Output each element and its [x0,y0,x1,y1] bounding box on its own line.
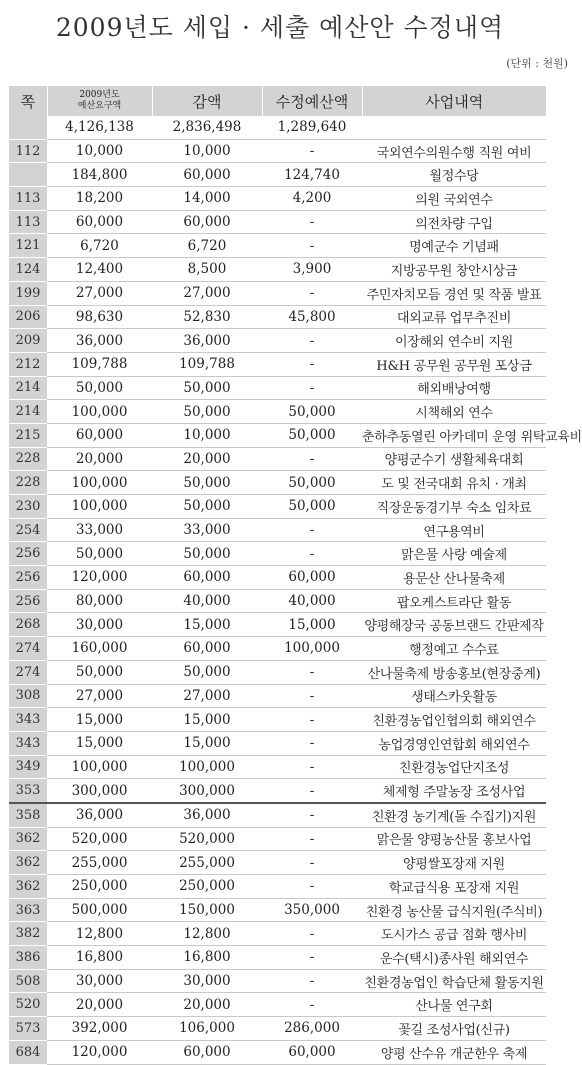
cell-requested: 30,000 [47,613,152,637]
table-row [9,542,546,566]
cell-reduction: 50,000 [152,400,262,424]
cell-revised: - [262,352,362,376]
cell-description: 시책해외 연수 [362,400,546,424]
cell-revised: - [262,922,362,946]
cell-revised: 60,000 [262,1040,362,1064]
cell-page: 209 [9,329,47,353]
cell-revised: 1,289,640 [262,116,362,139]
table-row [9,851,546,875]
cell-reduction: 60,000 [152,566,262,590]
cell-page: 256 [9,589,47,613]
cell-revised: 124,740 [262,163,362,187]
header-description: 사업내역 [362,86,546,116]
table-row [9,898,546,922]
unit-label: (단위 : 천원) [506,57,568,70]
cell-page: 684 [9,1040,47,1064]
table-row [9,779,546,803]
cell-description: 이장해외 연수비 지원 [362,329,546,353]
cell-reduction: 12,800 [152,922,262,946]
cell-requested: 50,000 [47,542,152,566]
cell-description: 농업경영인연합회 해외연수 [362,731,546,755]
cell-page: 215 [9,423,47,447]
cell-description: 해외배낭여행 [362,376,546,400]
cell-reduction: 60,000 [152,163,262,187]
cell-reduction: 6,720 [152,234,262,258]
cell-page: 121 [9,234,47,258]
cell-revised: - [262,731,362,755]
cell-revised: - [262,803,362,827]
cell-page: 254 [9,518,47,542]
cell-requested: 50,000 [47,376,152,400]
table-row [9,922,546,946]
cell-requested: 15,000 [47,708,152,732]
cell-page: 520 [9,993,47,1017]
cell-description: 학교급식용 포장재 지원 [362,875,546,899]
header-reduction: 감액 [152,86,262,116]
cell-description: 양평해장국 공동브랜드 간판제작 [362,613,546,637]
cell-revised: - [262,993,362,1017]
table-row [9,258,546,282]
cell-revised: - [262,779,362,803]
cell-reduction: 50,000 [152,376,262,400]
cell-requested: 392,000 [47,1017,152,1041]
cell-reduction: 50,000 [152,495,262,519]
cell-description: 산나물축제 방송홍보(현장중계) [362,660,546,684]
cell-description: 친환경농업단지조성 [362,755,546,779]
table-row [9,708,546,732]
cell-reduction: 36,000 [152,803,262,827]
cell-requested: 4,126,138 [47,116,152,139]
cell-requested: 80,000 [47,589,152,613]
cell-page: 212 [9,352,47,376]
cell-requested: 100,000 [47,495,152,519]
table-row [9,116,546,139]
cell-description: 주민자치모듬 경연 및 작품 발표 [362,281,546,305]
table-row [9,660,546,684]
cell-revised: - [262,969,362,993]
cell-requested: 100,000 [47,755,152,779]
cell-description: 연구용역비 [362,518,546,542]
cell-page: 508 [9,969,47,993]
cell-page: 113 [9,187,47,211]
cell-description: 양평 산수유 개군한우 축제 [362,1040,546,1064]
cell-requested: 100,000 [47,400,152,424]
cell-requested: 16,800 [47,946,152,970]
cell-page: 112 [9,139,47,163]
cell-requested: 60,000 [47,210,152,234]
header-page: 쪽 [9,86,47,116]
cell-description: 도 및 전국대회 유치 · 개최 [362,471,546,495]
cell-requested: 300,000 [47,779,152,803]
cell-reduction: 2,836,498 [152,116,262,139]
cell-page: 386 [9,946,47,970]
cell-requested: 520,000 [47,827,152,851]
cell-reduction: 30,000 [152,969,262,993]
cell-requested: 20,000 [47,993,152,1017]
cell-page: 358 [9,803,47,827]
cell-reduction: 10,000 [152,423,262,447]
cell-revised: 100,000 [262,637,362,661]
cell-requested: 250,000 [47,875,152,899]
cell-reduction: 15,000 [152,708,262,732]
cell-reduction: 8,500 [152,258,262,282]
cell-page: 362 [9,827,47,851]
cell-requested: 120,000 [47,566,152,590]
cell-page: 199 [9,281,47,305]
cell-reduction: 150,000 [152,898,262,922]
table-row [9,329,546,353]
cell-revised: - [262,447,362,471]
cell-description: 친환경농업인 학습단체 활동지원 [362,969,546,993]
header-revised: 수정예산액 [262,86,362,116]
cell-requested: 100,000 [47,471,152,495]
cell-page: 362 [9,875,47,899]
cell-revised: 50,000 [262,495,362,519]
cell-requested: 15,000 [47,731,152,755]
table-row [9,755,546,779]
table-row [9,589,546,613]
cell-description: 생태스카웃활동 [362,684,546,708]
table-header-row [9,86,546,116]
table-row [9,613,546,637]
cell-requested: 36,000 [47,803,152,827]
cell-reduction: 60,000 [152,637,262,661]
cell-revised: - [262,542,362,566]
table-row [9,827,546,851]
cell-reduction: 60,000 [152,210,262,234]
cell-revised: 50,000 [262,471,362,495]
cell-revised: - [262,875,362,899]
cell-reduction: 100,000 [152,755,262,779]
cell-page: 268 [9,613,47,637]
cell-page: 256 [9,542,47,566]
cell-revised: - [262,851,362,875]
table-row [9,187,546,211]
table-row [9,305,546,329]
table-row [9,684,546,708]
cell-requested: 255,000 [47,851,152,875]
cell-reduction: 27,000 [152,684,262,708]
cell-description: 친환경 농기계(돌 수집기)지원 [362,803,546,827]
cell-page: 382 [9,922,47,946]
cell-revised: - [262,234,362,258]
table-row [9,637,546,661]
cell-description: 꽃길 조성사업(신규) [362,1017,546,1041]
cell-page: 113 [9,210,47,234]
cell-requested: 6,720 [47,234,152,258]
table-row [9,234,546,258]
cell-description: 맑은물 사랑 예술제 [362,542,546,566]
cell-reduction: 15,000 [152,731,262,755]
cell-page: 362 [9,851,47,875]
cell-description: 친환경 농산물 급식지원(주식비) [362,898,546,922]
cell-revised: - [262,660,362,684]
table-row [9,993,546,1017]
cell-revised: 45,800 [262,305,362,329]
cell-reduction: 60,000 [152,1040,262,1064]
header-requested-line1: 2009년도 [79,90,120,100]
budget-revision-table [9,86,582,1065]
cell-description: 도시가스 공급 점화 행사비 [362,922,546,946]
cell-revised: 15,000 [262,613,362,637]
table-row [9,423,546,447]
cell-page: 343 [9,731,47,755]
cell-page: 256 [9,566,47,590]
cell-requested: 10,000 [47,139,152,163]
cell-reduction: 33,000 [152,518,262,542]
cell-reduction: 15,000 [152,613,262,637]
cell-description: 맑은물 양평농산물 홍보사업 [362,827,546,851]
cell-requested: 50,000 [47,660,152,684]
cell-revised: - [262,281,362,305]
cell-revised: - [262,827,362,851]
cell-revised: - [262,946,362,970]
cell-description: 팝오케스트라단 활동 [362,589,546,613]
cell-page: 274 [9,637,47,661]
cell-requested: 160,000 [47,637,152,661]
header-requested-line2: 예산요구액 [77,101,122,111]
cell-reduction: 300,000 [152,779,262,803]
table-row [9,875,546,899]
cell-requested: 27,000 [47,281,152,305]
cell-revised: - [262,684,362,708]
cell-reduction: 109,788 [152,352,262,376]
cell-description: 국외연수의원수행 직원 여비 [362,139,546,163]
cell-description: 춘하추동열린 아카데미 운영 위탁교육비 [362,423,546,447]
cell-revised: - [262,708,362,732]
cell-description: H&H 공무원 공무원 포상금 [362,352,546,376]
document-title: 2009년도 세입 · 세출 예산안 수정내역 [55,13,505,42]
cell-reduction: 14,000 [152,187,262,211]
table-row [9,352,546,376]
cell-requested: 27,000 [47,684,152,708]
cell-page: 214 [9,376,47,400]
cell-page: 228 [9,447,47,471]
cell-description: 양평쌀포장재 지원 [362,851,546,875]
cell-reduction: 36,000 [152,329,262,353]
cell-reduction: 52,830 [152,305,262,329]
table-row [9,471,546,495]
cell-reduction: 106,000 [152,1017,262,1041]
cell-page: 124 [9,258,47,282]
cell-requested: 98,630 [47,305,152,329]
cell-revised: - [262,755,362,779]
cell-revised: 4,200 [262,187,362,211]
cell-description: 명예군수 기념패 [362,234,546,258]
cell-reduction: 16,800 [152,946,262,970]
cell-description: 의전차량 구입 [362,210,546,234]
cell-page: 308 [9,684,47,708]
cell-requested: 12,400 [47,258,152,282]
table-row [9,163,546,187]
table-row [9,518,546,542]
cell-revised: 50,000 [262,423,362,447]
table-body [9,116,582,1064]
table-row [9,1017,546,1041]
cell-revised: 3,900 [262,258,362,282]
cell-description: 월정수당 [362,163,546,187]
table-row [9,495,546,519]
cell-reduction: 250,000 [152,875,262,899]
cell-reduction: 50,000 [152,542,262,566]
cell-page: 343 [9,708,47,732]
table-row [9,731,546,755]
table-row [9,1040,546,1064]
cell-revised: 40,000 [262,589,362,613]
cell-reduction: 20,000 [152,447,262,471]
table-row [9,400,546,424]
cell-description: 행정예고 수수료 [362,637,546,661]
cell-page: 274 [9,660,47,684]
cell-page [9,116,47,139]
cell-description: 의원 국외연수 [362,187,546,211]
cell-requested: 109,788 [47,352,152,376]
cell-reduction: 40,000 [152,589,262,613]
cell-revised: - [262,329,362,353]
cell-description [362,116,546,139]
cell-requested: 12,800 [47,922,152,946]
cell-page: 573 [9,1017,47,1041]
table-row [9,946,546,970]
cell-requested: 60,000 [47,423,152,447]
cell-page [9,163,47,187]
cell-description: 직장운동경기부 숙소 임차료 [362,495,546,519]
cell-requested: 500,000 [47,898,152,922]
cell-description: 양평군수기 생활체육대회 [362,447,546,471]
cell-requested: 33,000 [47,518,152,542]
cell-page: 206 [9,305,47,329]
cell-page: 363 [9,898,47,922]
cell-revised: 350,000 [262,898,362,922]
cell-page: 228 [9,471,47,495]
cell-page: 353 [9,779,47,803]
cell-requested: 18,200 [47,187,152,211]
cell-reduction: 50,000 [152,471,262,495]
cell-description: 체제형 주말농장 조성사업 [362,779,546,803]
table-row [9,376,546,400]
cell-revised: - [262,518,362,542]
cell-reduction: 27,000 [152,281,262,305]
cell-revised: - [262,210,362,234]
table-row [9,281,546,305]
cell-reduction: 255,000 [152,851,262,875]
cell-revised: - [262,139,362,163]
cell-revised: 286,000 [262,1017,362,1041]
cell-description: 산나물 연구회 [362,993,546,1017]
cell-revised: 60,000 [262,566,362,590]
header-requested [47,86,152,116]
cell-requested: 36,000 [47,329,152,353]
cell-description: 지방공무원 창안시상금 [362,258,546,282]
cell-page: 349 [9,755,47,779]
cell-page: 214 [9,400,47,424]
table-row [9,566,546,590]
cell-requested: 30,000 [47,969,152,993]
cell-reduction: 520,000 [152,827,262,851]
cell-description: 친환경농업인협의회 해외연수 [362,708,546,732]
table-row [9,210,546,234]
cell-revised: - [262,376,362,400]
cell-reduction: 10,000 [152,139,262,163]
cell-description: 운수(택시)종사원 해외연수 [362,946,546,970]
cell-reduction: 50,000 [152,660,262,684]
cell-requested: 120,000 [47,1040,152,1064]
table-row [9,803,546,827]
cell-requested: 184,800 [47,163,152,187]
table-row [9,139,546,163]
cell-requested: 20,000 [47,447,152,471]
cell-page: 230 [9,495,47,519]
cell-revised: 50,000 [262,400,362,424]
table-row [9,969,546,993]
cell-description: 대외교류 업무추진비 [362,305,546,329]
cell-reduction: 20,000 [152,993,262,1017]
table-row [9,447,546,471]
cell-description: 용문산 산나물축제 [362,566,546,590]
